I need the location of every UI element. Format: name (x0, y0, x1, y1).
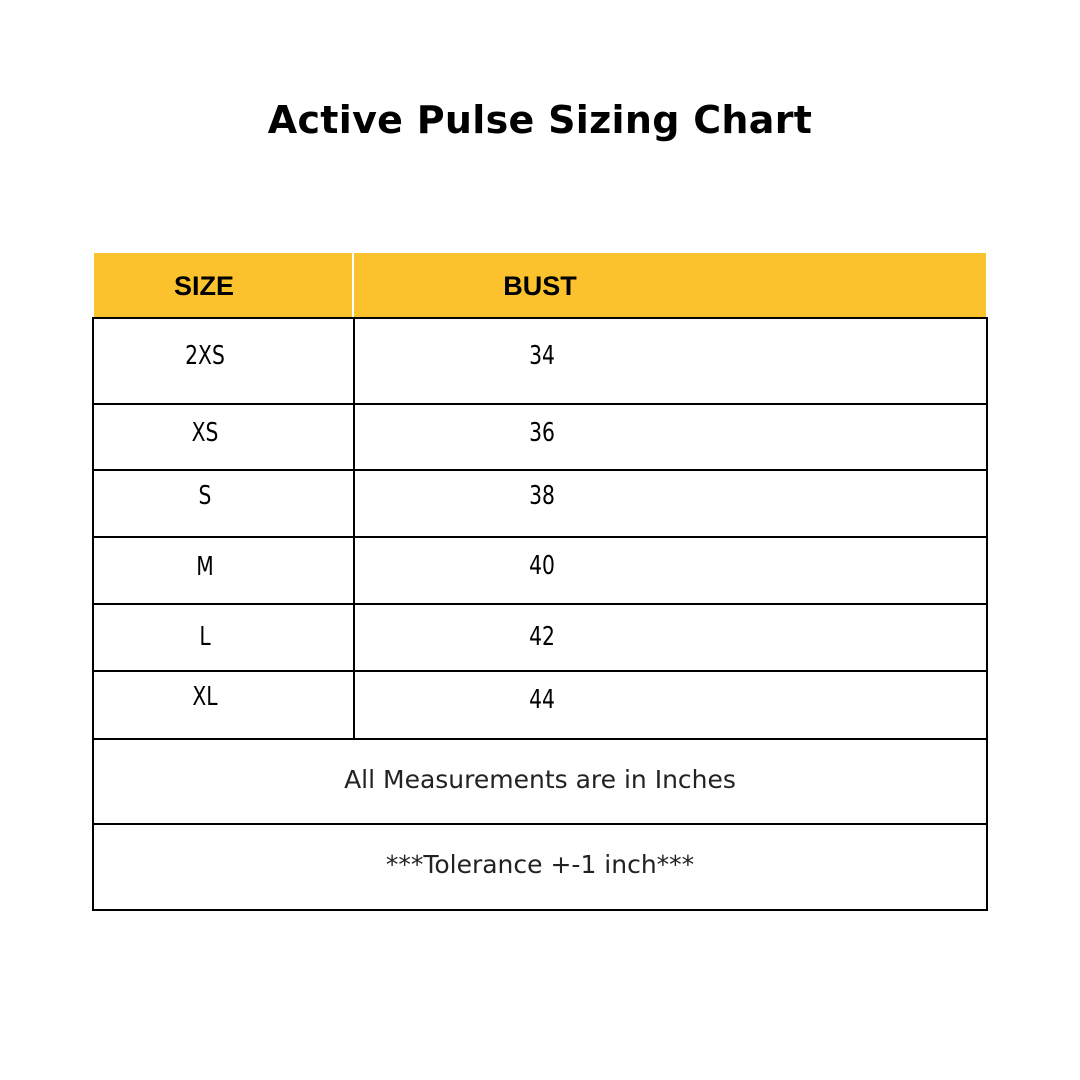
table-cell-bust: 38 (529, 481, 555, 511)
sizing-table (92, 317, 988, 911)
row-divider (94, 738, 986, 740)
row-divider (94, 403, 986, 405)
row-divider (94, 469, 986, 471)
table-cell-bust: 44 (529, 685, 555, 715)
units-note: All Measurements are in Inches (344, 765, 736, 794)
row-divider (94, 603, 986, 605)
table-cell-size: XS (191, 418, 219, 448)
header-bust: BUST (503, 271, 577, 301)
table-cell-bust: 40 (529, 551, 555, 581)
table-cell-bust: 34 (529, 341, 555, 371)
table-header-row (94, 253, 986, 317)
table-cell-bust: 42 (529, 622, 555, 652)
table-cell-size: M (196, 552, 214, 582)
table-cell-size: L (199, 622, 211, 652)
row-divider (94, 536, 986, 538)
table-cell-size: XL (192, 682, 218, 712)
tolerance-note: ***Tolerance +-1 inch*** (385, 850, 695, 879)
table-cell-size: S (198, 481, 212, 511)
row-divider (94, 823, 986, 825)
table-cell-size: 2XS (185, 341, 225, 371)
column-divider (353, 319, 355, 739)
header-size: SIZE (173, 271, 234, 301)
row-divider (94, 670, 986, 672)
page-title: Active Pulse Sizing Chart (267, 98, 813, 142)
table-cell-bust: 36 (529, 418, 555, 448)
